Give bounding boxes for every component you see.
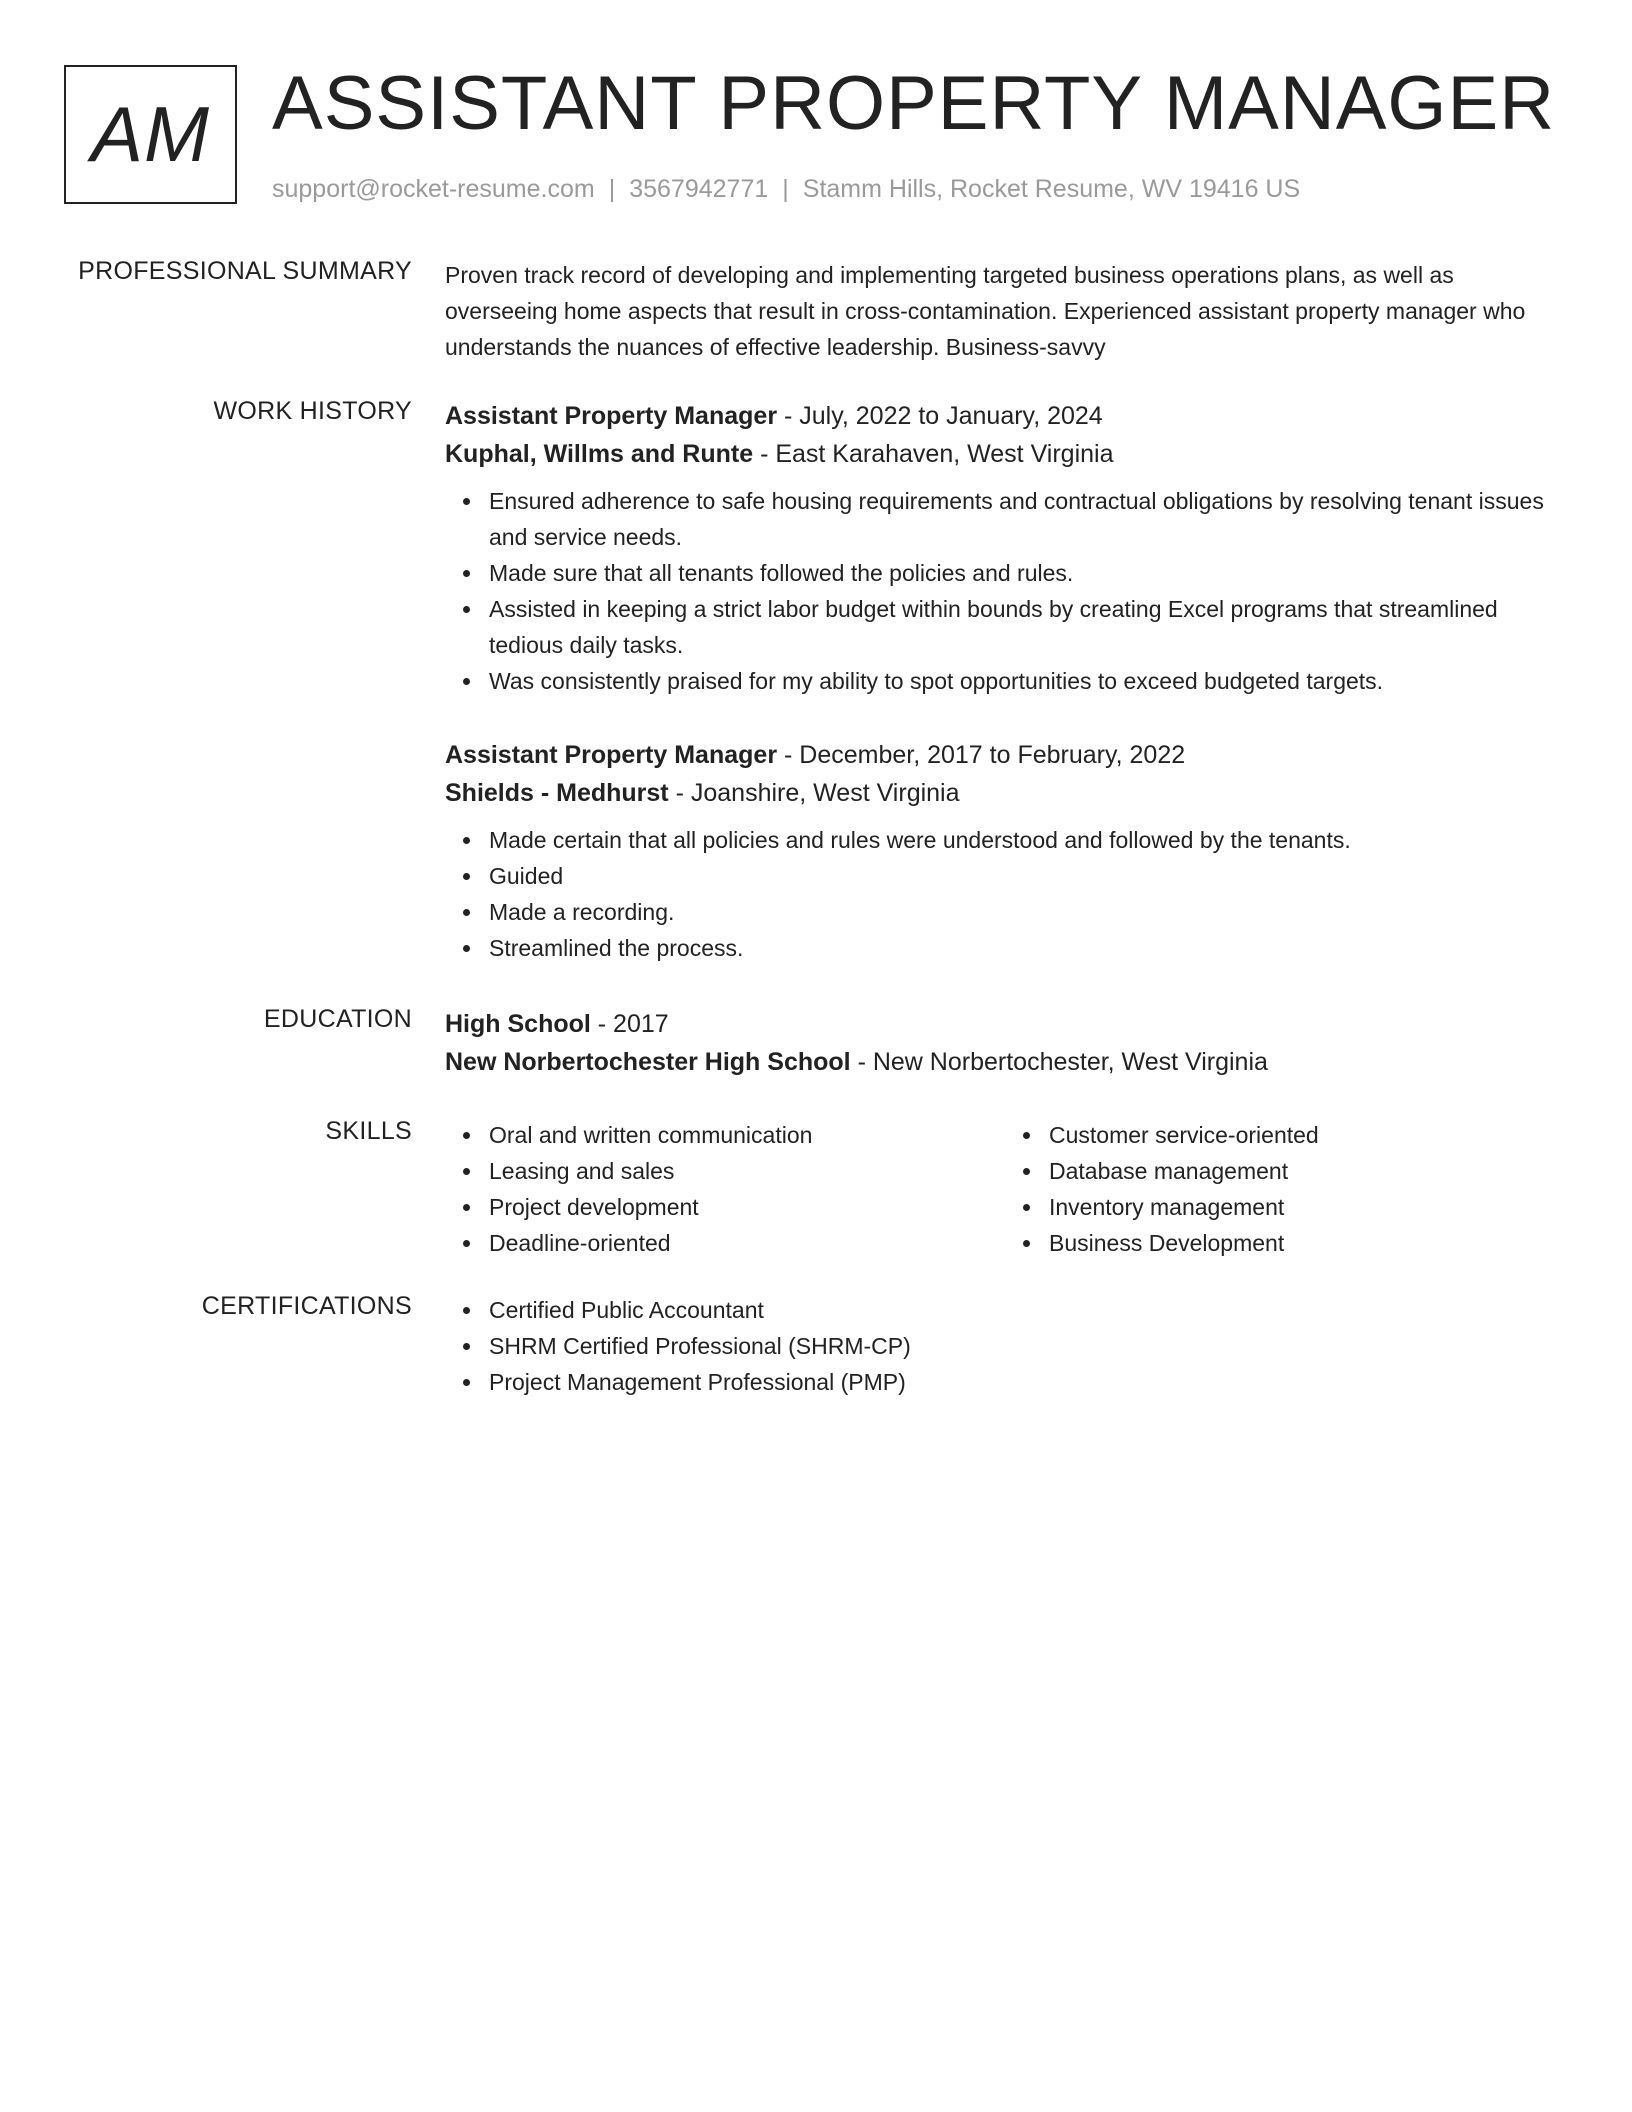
job-bullets — [445, 483, 1565, 699]
section-title-summary: PROFESSIONAL SUMMARY — [78, 257, 412, 285]
contact-address: Stamm Hills, Rocket Resume, WV 19416 US — [802, 175, 1301, 203]
education-location: - New Norbertochester, West Virginia — [850, 1048, 1268, 1076]
education-school-line — [445, 1043, 1565, 1081]
job-location: - Joanshire, West Virginia — [668, 779, 960, 807]
summary-body — [445, 257, 1565, 365]
certifications-body — [445, 1292, 1565, 1400]
job-location: - East Karahaven, West Virginia — [753, 440, 1114, 468]
contact-phone[interactable]: 3567942771 — [629, 175, 769, 203]
job-dates: - December, 2017 to February, 2022 — [777, 741, 1186, 769]
list-item: Made certain that all policies and rules were understood and followed by the tenants. — [489, 822, 1565, 858]
list-item: Ensured adherence to safe housing requirements and contractual obligations by resolving tenant issues and service needs. — [489, 483, 1565, 555]
skills-body — [445, 1117, 1565, 1261]
resume-header — [64, 61, 1564, 210]
list-item: Customer service-oriented — [1049, 1117, 1565, 1153]
education-degree: High School — [445, 1010, 591, 1038]
work-history-body-2 — [445, 736, 1565, 966]
work-history-body — [445, 397, 1565, 699]
list-item: Made sure that all tenants followed the policies and rules. — [489, 555, 1565, 591]
list-item: Streamlined the process. — [489, 930, 1565, 966]
job-dates: - July, 2022 to January, 2024 — [777, 402, 1103, 430]
skills-columns — [445, 1117, 1565, 1261]
job-role: Assistant Property Manager — [445, 402, 778, 430]
education-body — [445, 1005, 1565, 1081]
job-title-line — [445, 397, 1565, 435]
education-year: - 2017 — [590, 1010, 669, 1038]
job-company-line — [445, 435, 1565, 473]
section-title-skills: SKILLS — [325, 1117, 412, 1145]
page-title: ASSISTANT PROPERTY MANAGER — [272, 61, 1556, 146]
list-item: Assisted in keeping a strict labor budget within bounds by creating Excel programs that streamlined tedious daily tasks. — [489, 591, 1565, 663]
job-company: Shields - Medhurst — [445, 779, 669, 807]
list-item: Leasing and sales — [489, 1153, 1005, 1189]
list-item: Project development — [489, 1189, 1005, 1225]
list-item: Database management — [1049, 1153, 1565, 1189]
list-item: Made a recording. — [489, 894, 1565, 930]
job-entry — [445, 736, 1565, 966]
contact-separator: | — [608, 175, 616, 203]
contact-email[interactable]: support@rocket-resume.com — [272, 175, 595, 203]
job-role: Assistant Property Manager — [445, 741, 778, 769]
education-school: New Norbertochester High School — [445, 1048, 851, 1076]
contact-separator: | — [782, 175, 789, 203]
contact-line — [272, 175, 1300, 204]
section-title-work-history: WORK HISTORY — [213, 397, 412, 425]
list-item: Deadline-oriented — [489, 1225, 1005, 1261]
skills-list-left — [445, 1117, 1005, 1261]
list-item: Oral and written communication — [489, 1117, 1005, 1153]
list-item: Was consistently praised for my ability to spot opportunities to exceed budgeted targets. — [489, 663, 1565, 699]
education-degree-line — [445, 1005, 1565, 1043]
section-title-education: EDUCATION — [263, 1005, 412, 1033]
list-item: SHRM Certified Professional (SHRM-CP) — [489, 1328, 1565, 1364]
list-item: Guided — [489, 858, 1565, 894]
list-item: Business Development — [1049, 1225, 1565, 1261]
job-entry — [445, 397, 1565, 699]
list-item: Project Management Professional (PMP) — [489, 1364, 1565, 1400]
job-title-line — [445, 736, 1565, 774]
job-company: Kuphal, Willms and Runte — [445, 440, 754, 468]
skills-list-right — [1005, 1117, 1565, 1261]
section-title-certifications: CERTIFICATIONS — [201, 1292, 412, 1320]
list-item: Certified Public Accountant — [489, 1292, 1565, 1328]
list-item: Inventory management — [1049, 1189, 1565, 1225]
certifications-list — [445, 1292, 1565, 1400]
job-bullets — [445, 822, 1565, 966]
summary-text: Proven track record of developing and implementing targeted business operations plans, as well as overseeing home aspects that result in cross-contamination. Experienced assistant property manager who understands the nuances of effective leadership. Business-savvy — [445, 262, 1526, 360]
monogram-logo: AM — [64, 65, 237, 204]
job-company-line — [445, 774, 1565, 812]
